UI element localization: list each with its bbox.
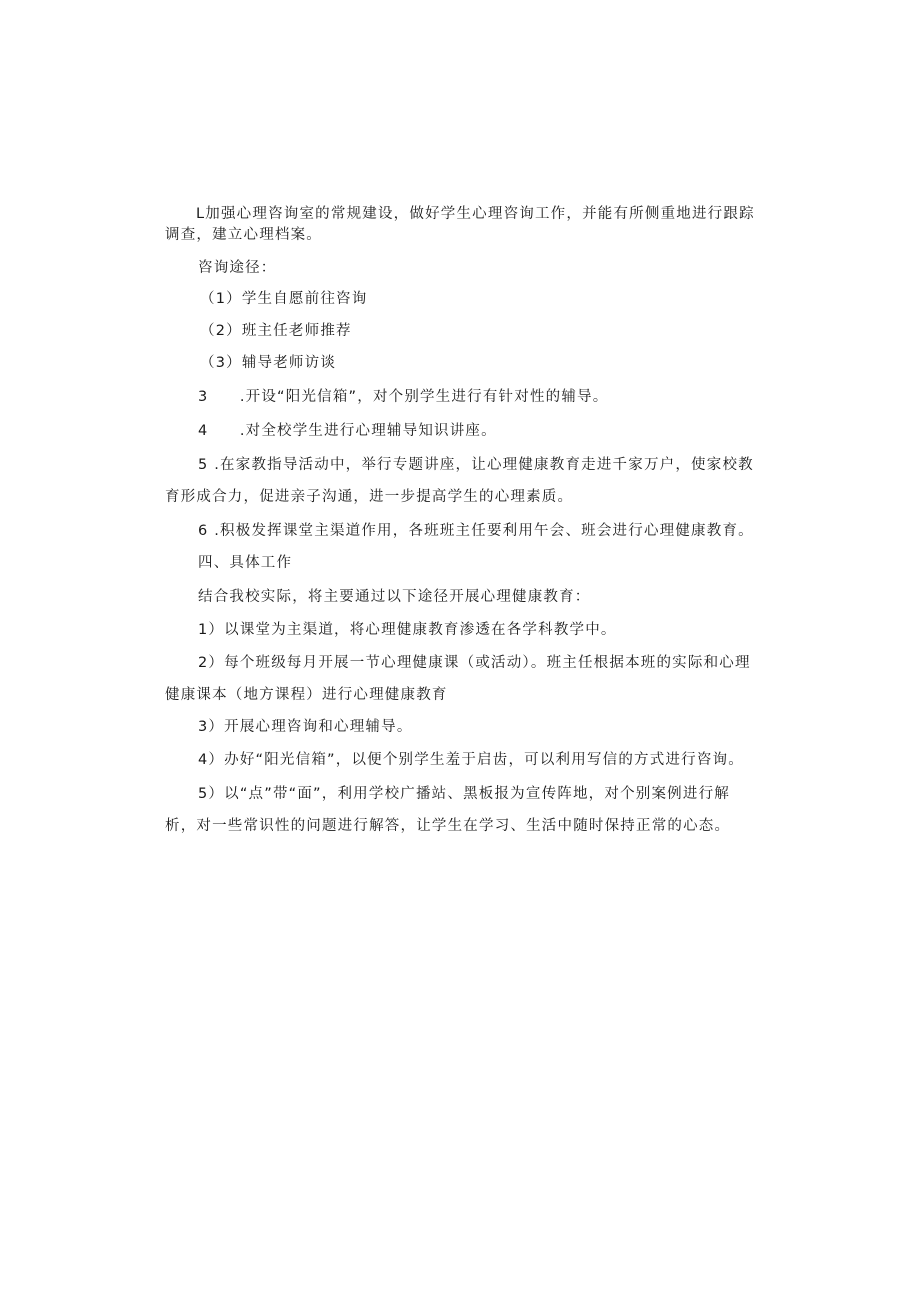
channel-item-3: （3）辅导老师访谈: [200, 355, 337, 371]
work-item-5-line-1: 5）以“点”带“面”，利用学校广播站、黑板报为宣传阵地，对个别案例进行解: [198, 786, 730, 802]
work-item-2-line-1: 2）每个班级每月开展一节心理健康课（或活动）。班主任根据本班的实际和心理: [198, 655, 751, 671]
work-item-4: 4）办好“阳光信箱”，以便个别学生羞于启齿，可以利用写信的方式进行咨询。: [198, 752, 744, 768]
channel-item-1: （1）学生自愿前往咨询: [200, 291, 368, 307]
channel-item-2: （2）班主任老师推荐: [200, 323, 352, 339]
paragraph-6: 6 .积极发挥课堂主渠道作用，各班班主任要利用午会、班会进行心理健康教育。: [198, 523, 754, 539]
paragraph-1-line-2: 调查，建立心理档案。: [165, 227, 322, 243]
paragraph-4: 4 .对全校学生进行心理辅导知识讲座。: [198, 423, 497, 439]
section-intro: 结合我校实际，将主要通过以下途径开展心理健康教育：: [198, 589, 591, 605]
work-item-5-line-2: 析，对一些常识性的问题进行解答，让学生在学习、生活中随时保持正常的心态。: [165, 818, 731, 834]
section-heading-specific-work: 四、具体工作: [198, 555, 293, 571]
paragraph-5-line-1: 5 .在家教指导活动中，举行专题讲座，让心理健康教育走进千家万户，使家校教: [198, 457, 754, 473]
work-item-2-line-2: 健康课本（地方课程）进行心理健康教育: [165, 687, 448, 703]
work-item-1: 1）以课堂为主渠道，将心理健康教育渗透在各学科教学中。: [198, 622, 617, 638]
work-item-3: 3）开展心理咨询和心理辅导。: [198, 719, 413, 735]
paragraph-3: 3 .开设“阳光信箱”，对个别学生进行有针对性的辅导。: [198, 389, 609, 405]
paragraph-1-line-1: L加强心理咨询室的常规建设，做好学生心理咨询工作，并能有所侧重地进行跟踪: [196, 206, 755, 222]
consult-channels-heading: 咨询途径：: [198, 260, 277, 276]
paragraph-5-line-2: 育形成合力，促进亲子沟通，进一步提高学生的心理素质。: [165, 489, 574, 505]
